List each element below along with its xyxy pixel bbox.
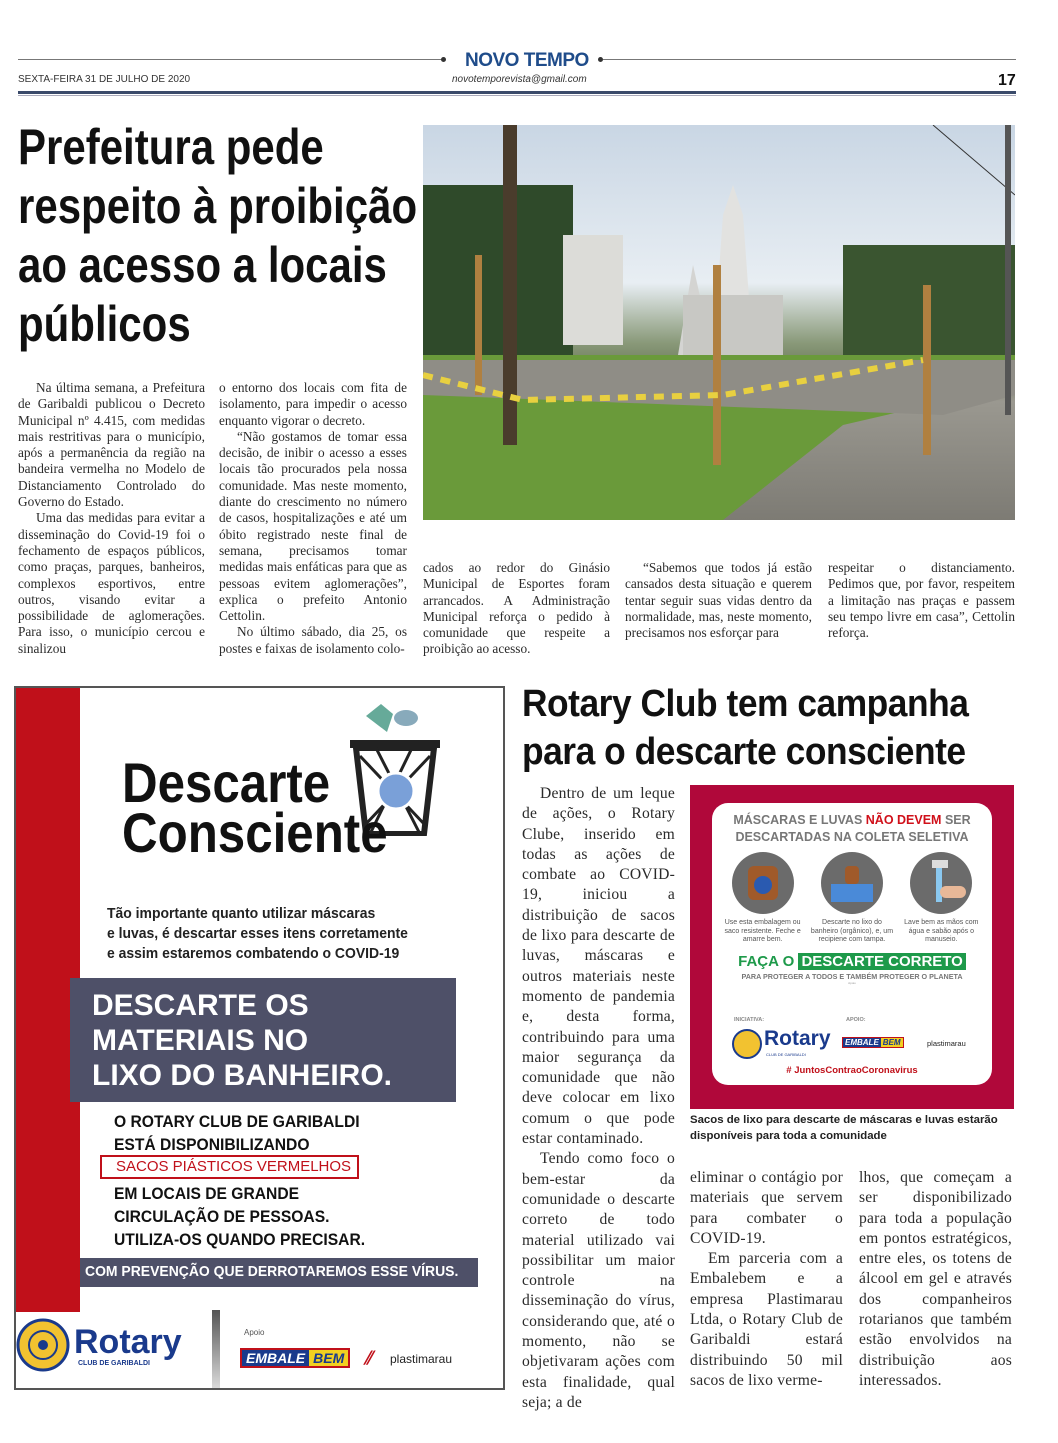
cta-text: FAÇA O [738,952,795,970]
plastimarau-icon: ⫽ [364,1348,373,1368]
ad-message-line: O ROTARY CLUB DE GARIBALDI [114,1112,360,1131]
header-dot [441,57,446,62]
paragraph: No último sábado, dia 25, os postes e faixas de isolamento colo- [219,624,407,656]
ad-banner-line: DESCARTE OS [92,989,309,1022]
paragraph: respeitar o distanciamento. Pedimos que, por favor, respeitem a limitação nas praças e passem seu tempo livre em casa”, Cettolin reforça. [828,560,1015,641]
poster-caption: Sacos de lixo para descarte de máscaras e luvas estarão disponíveis para toda a comunidade [690,1114,998,1142]
poster-rotary-sub: CLUB DE GARIBALDI [766,1052,806,1057]
paragraph: Dentro de um leque de ações, o Rotary Clube, inserido em todas as ações de combate ao COVID-19, iniciou a distribuição de sacos de lixo para descarte de luvas, máscaras e outros materiais neste momento de pandemia e, desta forma, contribuindo para uma maior segurança da comunidade que não deve colocar em lixo comum o que pode estar contaminado. [522,785,675,1148]
poster-apoio-small: Apoio [848,980,856,985]
header-double-rule [18,91,1016,94]
poster-steps [712,852,992,945]
poster-title-text: MÁSCARAS E LUVAS [733,813,866,827]
poster-hashtag: # JuntosContraoCoronavirus [786,1065,918,1076]
paragraph: Uma das medidas para evitar a disseminação do Covid-19 foi o fechamento de espaços públicos, como praças, parques, banheiros, complexos esportivos, entre outros, visando evitar a possibilidade de aglomerações. Para isso, o município cercou e sinalizou [18,510,205,656]
issue-date: SEXTA-FEIRA 31 DE JULHO DE 2020 [18,74,191,85]
paragraph: Tendo como foco o bem-estar da comunidade o descarte correto de todo material utilizado vai possibilitar um maior controle na disseminação do vírus, considerando que, até o momento, não se objetivaram ações com esta finalidade, qual seja; a de [522,1150,675,1411]
poster-cta-sub: PARA PROTEGER A TODOS E TAMBÉM PROTEGER O PLANETA [741,971,963,981]
ad-intro [107,904,408,964]
descarte-consciente-ad [14,686,505,1390]
article2-column-3 [859,1168,1012,1391]
ad-rotary-logo: Rotary [74,1323,182,1361]
ad-banner-line: LIXO DO BANHEIRO. [92,1059,393,1092]
plastimarau-logo: plastimarau [390,1352,453,1366]
article1-column-2 [219,380,407,657]
contact-email: novotemporevista@gmail.com [452,74,587,85]
poster-embalebem-logo [842,1037,904,1048]
ad-banner [70,978,456,1102]
ad-message-line: ESTÁ DISPONIBILIZANDO [114,1135,310,1154]
poster-title-text: SER [941,813,971,827]
paragraph: “Sabemos que todos já estão cansados desta situação e querem tentar seguir suas vidas dentro da normalidade, mas, neste momento, precisamos nos esforçar para [625,560,812,641]
paragraph: o entorno dos locais com fita de isolamento, para impedir o acesso enquanto vigorar o decreto. [219,380,407,428]
hand-wash-icon [910,852,972,914]
article1-headline [18,118,418,354]
headline-line: para o descarte consciente [522,731,966,773]
page-number: 17 [998,72,1016,89]
bem-text: BEM [882,1038,901,1047]
article2-column-2 [690,1168,843,1391]
poster-step-text: Descarte no lixo do banheiro (orgânico), e, um recipiene com tampa. [810,919,894,943]
headline-line: respeito à proibição [18,178,418,234]
ad-message-line: EM LOCAIS DE GRANDE [114,1184,300,1203]
header-rule-left [18,59,443,60]
rotary-wheel-icon [732,1029,762,1059]
paragraph: cados ao redor do Ginásio Municipal de Esportes foram arrancados. A Administração Municipal reforça o pedido à comunidade que respeite a proibição ao acesso. [423,560,610,657]
ad-footer-banner [80,1258,478,1287]
poster-title-line2: DESCARTADAS NA COLETA SELETIVA [735,830,969,844]
header-rule-shadow [18,95,1016,96]
headline-line: ao acesso a locais [18,237,387,293]
rotary-wheel-icon [16,1316,70,1374]
trash-bin-icon [821,852,883,914]
ad-footer-text: COM PREVENÇÃO QUE DERROTAREMOS ESSE VÍRUS. [85,1263,459,1280]
ad-intro-line: Tão importante quanto utilizar máscaras [107,905,376,922]
embale-text: EMBALE [242,1350,309,1366]
ad-title-line: Consciente [122,801,388,864]
article1-column-1 [18,380,205,657]
embalebem-logo [240,1348,350,1368]
ad-message-b [114,1182,365,1251]
ad-title [122,751,388,864]
headline-line: Rotary Club tem campanha [522,683,969,725]
poster-step-text: Use esta embalagem ou saco resistente. Feche e amarre bem. [724,919,801,943]
ad-rotary-sub: CLUB DE GARIBALDI [78,1360,150,1367]
ad-title-line: Descarte [122,751,331,814]
poster-step-text: Lave bem as mãos com água e sabão após o manuseio. [904,919,979,943]
poster-support-label: APOIO: [846,1017,866,1023]
poster-step [721,852,805,945]
cta-highlight: DESCARTE CORRETO [798,953,965,970]
poster-card [712,803,992,1085]
headline-line: Prefeitura pede [18,119,324,175]
paragraph: lhos, que começam a ser disponibilizado para toda a população em pontos estratégicos, entre eles, os totens de álcool em gel e através dos companheiros rotarianos que também estão envolvidos na distribuição aos interessados. [859,1169,1012,1389]
article2-headline [522,680,1017,776]
poster-title-red: NÃO DEVEM [865,813,942,827]
bem-text: BEM [309,1350,348,1366]
article1-photo [423,125,1015,520]
poster-step [899,852,983,945]
ad-message-a [114,1110,360,1156]
masthead: NOVO TEMPO [465,50,589,71]
article1-column-5 [828,560,1015,641]
ad-banner-line: MATERIAIS NO [92,1024,309,1057]
article1-column-3 [423,560,610,658]
paragraph: eliminar o contágio por materiais que servem para combater o COVID-19. [690,1169,843,1247]
header-rule-right [603,59,1016,60]
poster-rotary-logo: Rotary [764,1027,831,1050]
poster-title [712,803,992,846]
article1-column-4 [625,560,812,641]
church-square-photo [423,125,1015,520]
ad-support-label: Apoio [244,1328,265,1337]
embale-text: EMBALE [845,1038,879,1047]
ad-message-line: UTILIZA-OS QUANDO PRECISAR. [114,1230,366,1249]
poster-step [810,852,894,945]
campaign-poster [690,785,1014,1109]
ad-highlight-box: SACOS PIÁSTICOS VERMELHOS [100,1155,359,1179]
article2-column-1 [522,784,675,1413]
poster-plastimarau-logo: plastimarau [927,1039,966,1048]
poster-initiative-label: INICIATIVA: [734,1017,765,1023]
ad-intro-line: e luvas, é descartar esses itens corretamente [107,925,408,942]
poster-cta [712,953,992,970]
headline-line: públicos [18,296,191,352]
paragraph: Na última semana, a Prefeitura de Garibaldi publicou o Decreto Municipal nº 4.415, com medidas mais restritivas para o município, após a permanência da região na bandeira vermelha no Modelo de Distanciamento Controlado do Governo do Estado. [18,380,205,510]
ad-divider [212,1310,220,1390]
paragraph: Em parceria com a Embalebem e a empresa Plastimarau Ltda, o Rotary Club de Garibaldi estará distribuindo 50 mil sacos de lixo verme- [690,1250,843,1389]
glove-bag-icon [732,852,794,914]
ad-intro-line: e assim estaremos combatendo o COVID-19 [107,945,400,962]
paragraph: “Não gostamos de tomar essa decisão, de inibir o acesso a esses locais tão procurados pela nossa comunidade. Mas neste momento, diante do crescimento no número de casos, hospitalizações e até um óbito registrado neste final de semana, precisamos tomar medidas mais enfáticas para que as pessoas evitem aglomerações”, explica o prefeito Antonio Cettolin. [219,428,407,624]
ad-message-line: CIRCULAÇÃO DE PESSOAS. [114,1207,330,1226]
